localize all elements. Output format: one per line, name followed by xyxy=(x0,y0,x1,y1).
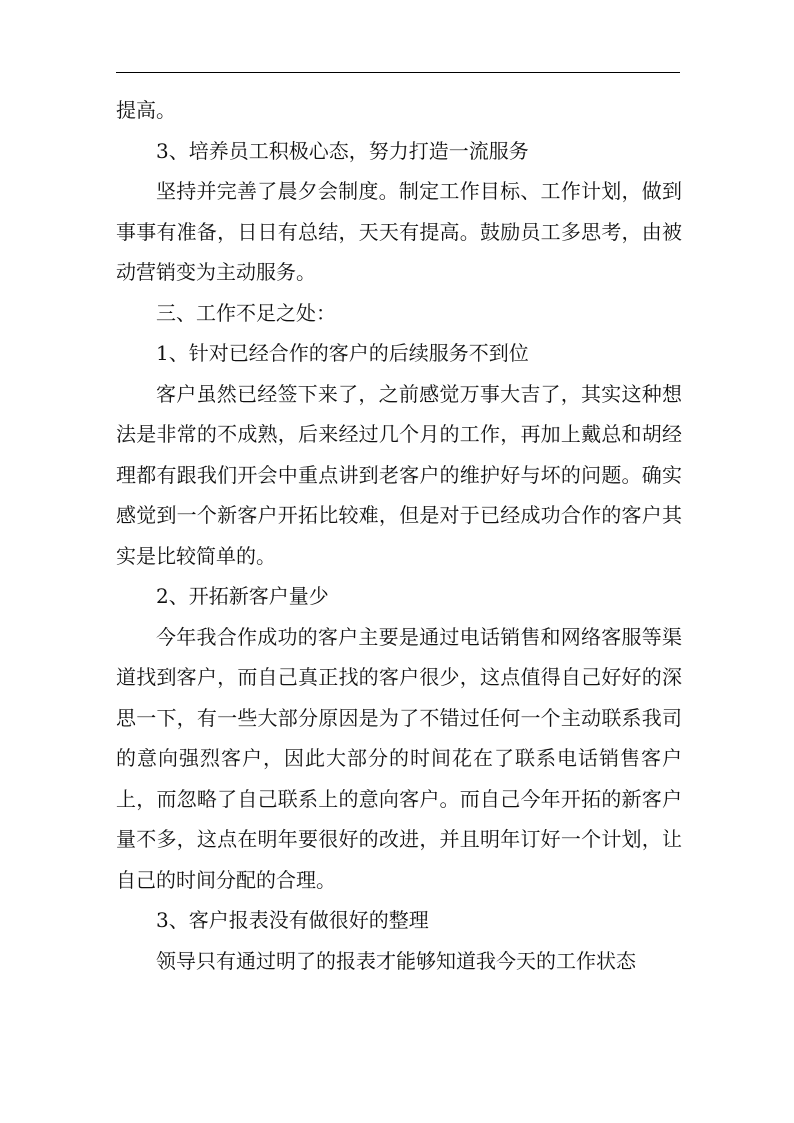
section-heading-shortcomings: 三、工作不足之处： xyxy=(156,300,336,325)
subheading-followup-service: 1、针对已经合作的客户的后续服务不到位 xyxy=(156,341,529,365)
subheading-new-clients: 2、开拓新客户量少 xyxy=(156,584,329,608)
subheading-client-reports: 3、客户报表没有做很好的整理 xyxy=(156,908,429,932)
header-rule xyxy=(116,72,680,73)
subheading-staff-attitude: 3、培养员工积极心态，努力打造一流服务 xyxy=(156,138,529,163)
document-body xyxy=(116,90,682,981)
paragraph-followup-service: 客户虽然已经签下来了，之前感觉万事大吉了，其实这种想法是非常的不成熟，后来经过几个月的工作，再加上戴总和胡经理都有跟我们开会中重点讲到老客户的维护好与坏的问题。确实感觉到一个新客户开拓比较难，但是对于已经成功合作的客户其实是比较简单的。 xyxy=(116,381,682,568)
paragraph-new-clients: 今年我合作成功的客户主要是通过电话销售和网络客服等渠道找到客户，而自己真正找的客户很少，这点值得自己好好的深思一下，有一些大部分原因是为了不错过任何一个主动联系我司的意向强烈客户，因此大部分的时间花在了联系电话销售客户上，而忽略了自己联系上的意向客户。而自己今年开拓的新客户量不多，这点在明年要很好的改进，并且明年订好一个计划，让自己的时间分配的合理。 xyxy=(116,624,682,892)
paragraph-continuation: 提高。 xyxy=(116,98,176,122)
paragraph-client-reports: 领导只有通过明了的报表才能够知道我今天的工作状态 xyxy=(156,948,636,973)
paragraph-meeting-system: 坚持并完善了晨夕会制度。制定工作目标、工作计划，做到事事有准备，日日有总结，天天有提高。鼓励员工多思考，由被动营销变为主动服务。 xyxy=(116,179,682,284)
